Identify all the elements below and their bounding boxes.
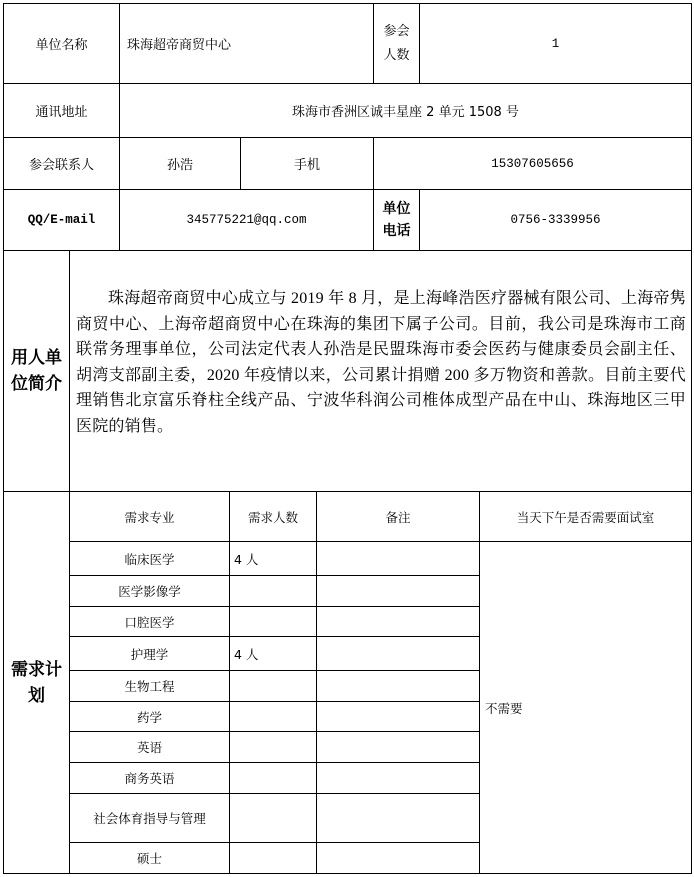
header-count: 需求人数 [247, 509, 298, 525]
row-count [230, 576, 316, 606]
divider [3, 250, 692, 251]
intro-label [4, 251, 69, 491]
row-count [230, 732, 316, 762]
plan-label-line2: 划 [28, 685, 45, 706]
row-note [317, 732, 479, 762]
row-note [317, 763, 479, 793]
email-value: 345775221@qq.com [186, 213, 307, 227]
contact-label: 参会联系人 [28, 158, 94, 173]
header-major: 需求专业 [124, 509, 175, 525]
row-count [230, 702, 316, 731]
unit-phone-label [374, 190, 419, 250]
interview-room-value: 不需要 [485, 700, 523, 716]
row-major: 硕士 [136, 851, 162, 866]
attendees-label [374, 4, 419, 83]
attendees-label-line1: 参会 [383, 23, 410, 39]
row-major: 药学 [136, 709, 162, 725]
row-major: 商务英语 [124, 771, 175, 786]
row-count [230, 794, 316, 842]
row-note [317, 843, 479, 873]
row-note [317, 607, 479, 636]
contact-value: 孙浩 [166, 158, 193, 173]
row-count: 4 人 [234, 646, 259, 662]
header-note: 备注 [385, 509, 411, 525]
address-value: 珠海市香洲区诚丰星座 2 单元 1508 号 [292, 105, 519, 120]
mobile-value: 15307605656 [491, 156, 574, 171]
plan-label-line1: 需求计 [11, 659, 62, 680]
row-note [317, 702, 479, 731]
header-interview-room: 当天下午是否需要面试室 [516, 509, 655, 525]
mobile-label: 手机 [293, 158, 320, 173]
attendees-label-line2: 人数 [383, 47, 410, 63]
row-note [317, 542, 479, 575]
company-intro-text: 珠海超帝商贸中心成立与 2019 年 8 月，是上海峰浩医疗器械有限公司、上海帝隽商贸中心、上海帝超商贸中心在珠海的集团下属子公司。目前，我公司是珠海市工商联常务理事单位，公司法定代表人孙浩是民盟珠海市委会医药与健康委员会副主任、胡湾支部副主委，2020 年疫情以来，公司累计捐赠 200 多万物资和善款。目前主要代理销售北京富乐脊柱全线产品、宁波华科润公司椎体成型产品在中山、珠海地区三甲医院的销售。 [76, 290, 686, 435]
intro-label-line1: 用人单 [11, 348, 62, 368]
row-count [230, 763, 316, 793]
row-major: 生物工程 [124, 679, 175, 694]
row-major: 临床医学 [124, 551, 175, 567]
attendees-value: 1 [551, 36, 560, 51]
row-count [230, 843, 316, 873]
address-label: 通讯地址 [35, 105, 88, 120]
email-label: QQ/E-mail [27, 213, 96, 227]
row-count [230, 607, 316, 636]
row-note [317, 576, 479, 606]
unit-phone-label-line2: 电话 [382, 223, 411, 239]
row-note [317, 637, 479, 670]
unit-name-value: 珠海超帝商贸中心 [127, 38, 232, 53]
row-major: 医学影像学 [118, 584, 181, 599]
row-count [230, 671, 316, 701]
border-bottom [3, 873, 692, 874]
unit-phone-value: 0756-3339956 [510, 213, 601, 227]
unit-phone-label-line1: 单位 [382, 201, 411, 217]
intro-label-line2: 位简介 [11, 374, 62, 394]
border-right [691, 3, 692, 874]
row-major: 英语 [136, 740, 162, 755]
row-count: 4 人 [234, 551, 259, 567]
row-major: 口腔医学 [124, 614, 175, 630]
row-major: 护理学 [130, 646, 169, 662]
row-note [317, 794, 479, 842]
plan-label [4, 492, 69, 873]
unit-name-label: 单位名称 [35, 38, 88, 53]
row-note [317, 671, 479, 701]
row-major: 社会体育指导与管理 [93, 811, 206, 826]
